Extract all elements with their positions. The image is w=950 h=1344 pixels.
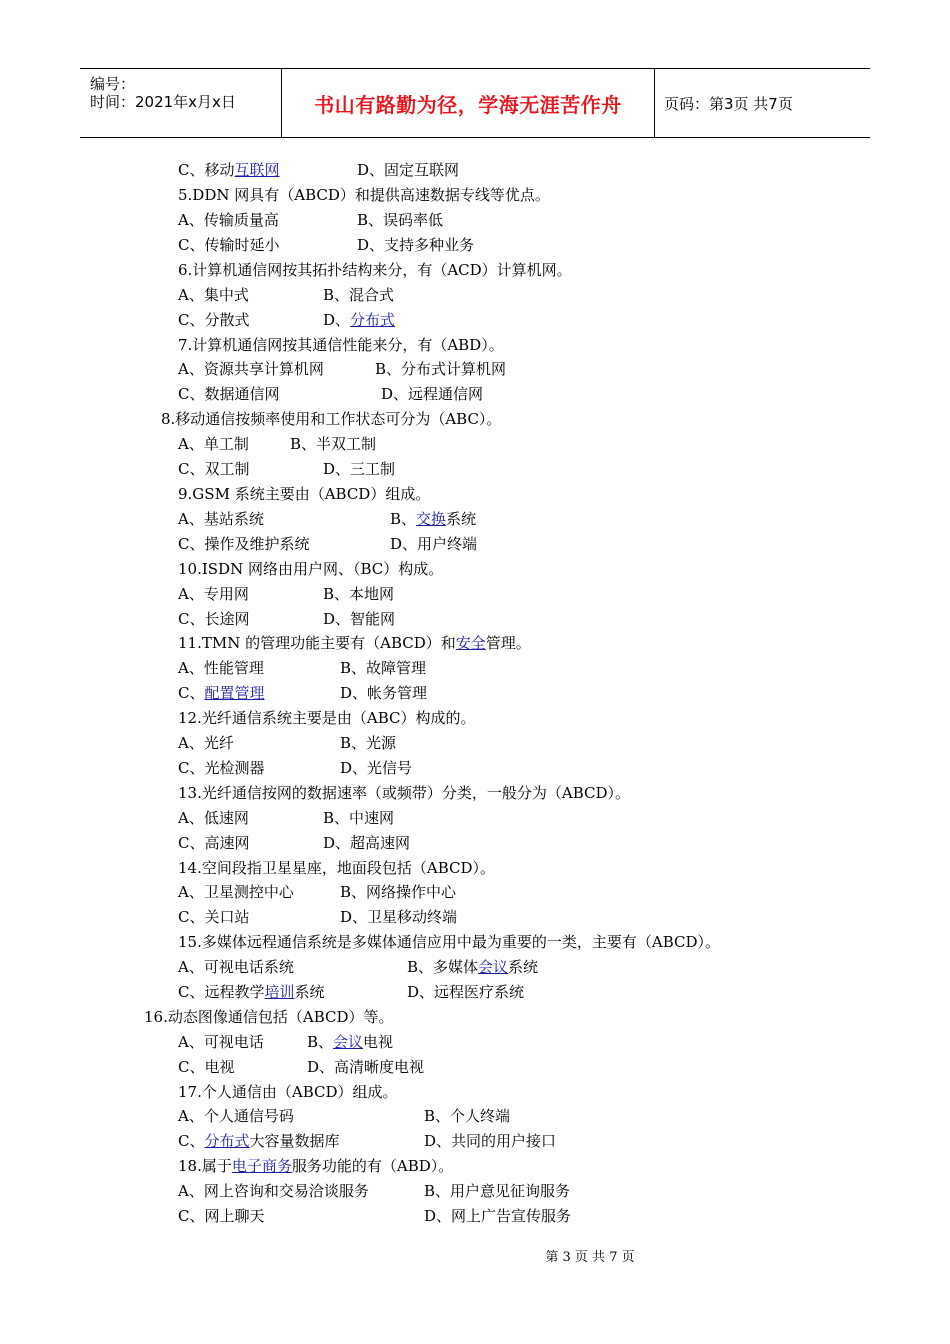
line-text: A、低速网 — [178, 809, 249, 827]
line-text: 13.光纤通信按网的数据速率（或频带）分类，一般分为（ABCD）。 — [178, 784, 630, 802]
document-line — [178, 384, 279, 404]
line-text: D、支持多种业务 — [357, 236, 475, 254]
page-label: 页码：第3页 共7页 — [664, 94, 793, 113]
document-line — [178, 633, 531, 653]
line-text: D、高清晰度电视 — [307, 1058, 425, 1076]
line-text: C、网上聊天 — [178, 1207, 265, 1225]
line-text: A、可视电话 — [178, 1033, 264, 1051]
document-line — [178, 335, 504, 355]
line-text: 服务功能的有（ABD）。 — [291, 1157, 454, 1175]
option-column — [340, 882, 456, 902]
line-text: C、长途网 — [178, 610, 250, 628]
document-line — [178, 1057, 234, 1077]
document-line — [178, 1156, 453, 1176]
document-line — [178, 160, 280, 180]
option-column — [424, 1106, 510, 1126]
line-text: 15.多媒体远程通信系统是多媒体通信应用中最为重要的一类，主要有（ABCD）。 — [178, 933, 720, 951]
line-text: B、光源 — [340, 734, 397, 752]
document-line — [178, 559, 443, 579]
document-line — [178, 584, 249, 604]
document-line — [178, 484, 430, 504]
document-line — [178, 783, 630, 803]
option-column — [424, 1181, 570, 1201]
line-text: 管理。 — [485, 634, 531, 652]
line-text: 10.ISDN 网络由用户网、（BC）构成。 — [178, 560, 444, 578]
line-text: 系统 — [294, 983, 325, 1001]
document-line — [178, 1106, 294, 1126]
line-text: D、固定互联网 — [357, 161, 460, 179]
document-line — [178, 285, 249, 305]
line-text: 8.移动通信按频率使用和工作状态可分为（ABC）。 — [161, 410, 502, 428]
option-column — [407, 957, 538, 977]
option-column — [340, 683, 427, 703]
line-text: C、高速网 — [178, 834, 250, 852]
document-line — [178, 310, 249, 330]
line-text: C、关口站 — [178, 908, 250, 926]
header-meta — [80, 69, 280, 137]
line-text: A、集中式 — [178, 286, 249, 304]
document-line — [178, 683, 265, 703]
option-column — [390, 534, 477, 554]
document-line — [178, 808, 249, 828]
line-text: 9.GSM 系统主要由（ABCD）组成。 — [178, 485, 431, 503]
document-line — [178, 1082, 398, 1102]
line-text: D、 — [323, 311, 351, 329]
option-column — [323, 584, 394, 604]
line-text: C、双工制 — [178, 460, 250, 478]
line-text: D、用户终端 — [390, 535, 478, 553]
option-column — [323, 833, 410, 853]
line-text: A、单工制 — [178, 435, 249, 453]
document-line — [178, 907, 249, 927]
page-header — [80, 68, 870, 138]
option-column — [307, 1057, 424, 1077]
document-line — [178, 733, 234, 753]
hyperlink[interactable]: 交换 — [416, 510, 447, 528]
line-text: C、数据通信网 — [178, 385, 280, 403]
line-text: C、 — [178, 1132, 205, 1150]
line-text: 电视 — [363, 1033, 394, 1051]
line-text: A、基站系统 — [178, 510, 264, 528]
line-text: B、中速网 — [323, 809, 395, 827]
line-text: C、分散式 — [178, 311, 250, 329]
time-label: 时间：2021年x月x日 — [90, 93, 236, 111]
line-text: D、卫星移动终端 — [340, 908, 458, 926]
line-text: 18.属于 — [178, 1157, 232, 1175]
footer-page-number: 第 3 页 共 7 页 — [545, 1250, 635, 1265]
line-text: C、远程教学 — [178, 983, 265, 1001]
line-text: B、故障管理 — [340, 659, 427, 677]
option-column — [357, 160, 459, 180]
option-column — [424, 1131, 556, 1151]
option-column — [375, 359, 506, 379]
option-column — [290, 434, 376, 454]
line-text: 5.DDN 网具有（ABCD）和提供高速数据专线等优点。 — [178, 186, 550, 204]
option-column — [340, 733, 396, 753]
document-line — [161, 409, 501, 429]
line-text: A、个人通信号码 — [178, 1107, 294, 1125]
document-line — [144, 1007, 394, 1027]
option-column — [323, 609, 395, 629]
line-text: B、多媒体 — [407, 958, 479, 976]
header-page-cell — [654, 69, 870, 137]
option-column — [340, 658, 426, 678]
document-line — [178, 185, 550, 205]
line-text: B、用户意见征询服务 — [424, 1182, 571, 1200]
line-text: 系统 — [446, 510, 477, 528]
document-line — [178, 359, 324, 379]
page-footer — [0, 1246, 950, 1265]
line-text: D、共同的用户接口 — [424, 1132, 557, 1150]
line-text: A、可视电话系统 — [178, 958, 294, 976]
line-text: B、 — [307, 1033, 334, 1051]
line-text: D、网上广告宣传服务 — [424, 1207, 572, 1225]
option-column — [357, 210, 443, 230]
line-text: A、资源共享计算机网 — [178, 360, 324, 378]
hyperlink[interactable]: 电子商务 — [231, 1157, 292, 1175]
document-line — [178, 434, 249, 454]
hyperlink[interactable]: 互联网 — [234, 161, 280, 179]
line-text: 6.计算机通信网按其拓扑结构来分，有（ACD）计算机网。 — [178, 261, 572, 279]
line-text: 系统 — [508, 958, 539, 976]
line-text: A、光纤 — [178, 734, 234, 752]
line-text: D、超高速网 — [323, 834, 411, 852]
line-text: A、专用网 — [178, 585, 249, 603]
line-text: 17.个人通信由（ABCD）组成。 — [178, 1083, 398, 1101]
line-text: D、帐务管理 — [340, 684, 428, 702]
line-text: D、三工制 — [323, 460, 396, 478]
option-column — [340, 758, 412, 778]
document-line — [178, 858, 495, 878]
hyperlink[interactable]: 会议 — [478, 958, 509, 976]
line-text: A、卫星测控中心 — [178, 883, 294, 901]
line-text: C、光检测器 — [178, 759, 265, 777]
line-text: A、传输质量高 — [178, 211, 279, 229]
number-label: 编号： — [90, 75, 136, 93]
document-line — [178, 1181, 369, 1201]
line-text: D、远程通信网 — [381, 385, 484, 403]
line-text: C、操作及维护系统 — [178, 535, 310, 553]
hyperlink[interactable]: 配置管理 — [204, 684, 265, 702]
option-column — [323, 310, 395, 330]
hyperlink[interactable]: 安全 — [455, 634, 486, 652]
line-text: 16.动态图像通信包括（ABCD）等。 — [144, 1008, 394, 1026]
document-line — [178, 210, 279, 230]
document-line — [178, 609, 249, 629]
hyperlink[interactable]: 培训 — [264, 983, 295, 1001]
line-text: C、传输时延小 — [178, 236, 280, 254]
line-text: C、电视 — [178, 1058, 235, 1076]
document-line — [178, 982, 325, 1002]
line-text: D、智能网 — [323, 610, 396, 628]
line-text: D、光信号 — [340, 759, 413, 777]
document-line — [178, 235, 279, 255]
option-column — [323, 808, 394, 828]
document-line — [178, 459, 249, 479]
hyperlink[interactable]: 分布式 — [350, 311, 396, 329]
document-line — [178, 957, 294, 977]
document-line — [178, 1131, 340, 1151]
document-line — [178, 1032, 264, 1052]
line-text: D、远程医疗系统 — [407, 983, 525, 1001]
option-column — [424, 1206, 571, 1226]
line-text: C、 — [178, 684, 205, 702]
document-line — [178, 882, 294, 902]
document-line — [178, 260, 572, 280]
option-column — [340, 907, 457, 927]
hyperlink[interactable]: 分布式 — [204, 1132, 250, 1150]
line-text: B、分布式计算机网 — [375, 360, 507, 378]
document-line — [178, 509, 264, 529]
option-column — [307, 1032, 393, 1052]
option-column — [323, 285, 394, 305]
document-line — [178, 1206, 264, 1226]
header-motto: 书山有路勤为径，学海无涯苦作舟 — [314, 92, 622, 117]
header-motto-cell — [281, 69, 655, 137]
option-column — [407, 982, 524, 1002]
line-text: B、误码率低 — [357, 211, 444, 229]
document-line — [178, 534, 309, 554]
document-line — [178, 833, 249, 853]
line-text: C、移动 — [178, 161, 235, 179]
document-line — [178, 932, 720, 952]
line-text: 大容量数据库 — [249, 1132, 340, 1150]
line-text: 14.空间段指卫星星座，地面段包括（ABCD）。 — [178, 859, 495, 877]
line-text: B、个人终端 — [424, 1107, 511, 1125]
line-text: B、混合式 — [323, 286, 395, 304]
document-line — [178, 708, 475, 728]
option-column — [323, 459, 395, 479]
option-column — [390, 509, 476, 529]
line-text: A、性能管理 — [178, 659, 264, 677]
line-text: 12.光纤通信系统主要是由（ABC）构成的。 — [178, 709, 476, 727]
document-line — [178, 658, 264, 678]
option-column — [381, 384, 483, 404]
line-text: B、 — [390, 510, 417, 528]
hyperlink[interactable]: 会议 — [333, 1033, 364, 1051]
line-text: A、网上咨询和交易洽谈服务 — [178, 1182, 369, 1200]
line-text: 7.计算机通信网按其通信性能来分，有（ABD）。 — [178, 336, 504, 354]
option-column — [357, 235, 474, 255]
line-text: 11.TMN 的管理功能主要有（ABCD）和 — [178, 634, 456, 652]
line-text: B、本地网 — [323, 585, 395, 603]
line-text: B、网络操作中心 — [340, 883, 457, 901]
document-line — [178, 758, 264, 778]
line-text: B、半双工制 — [290, 435, 377, 453]
